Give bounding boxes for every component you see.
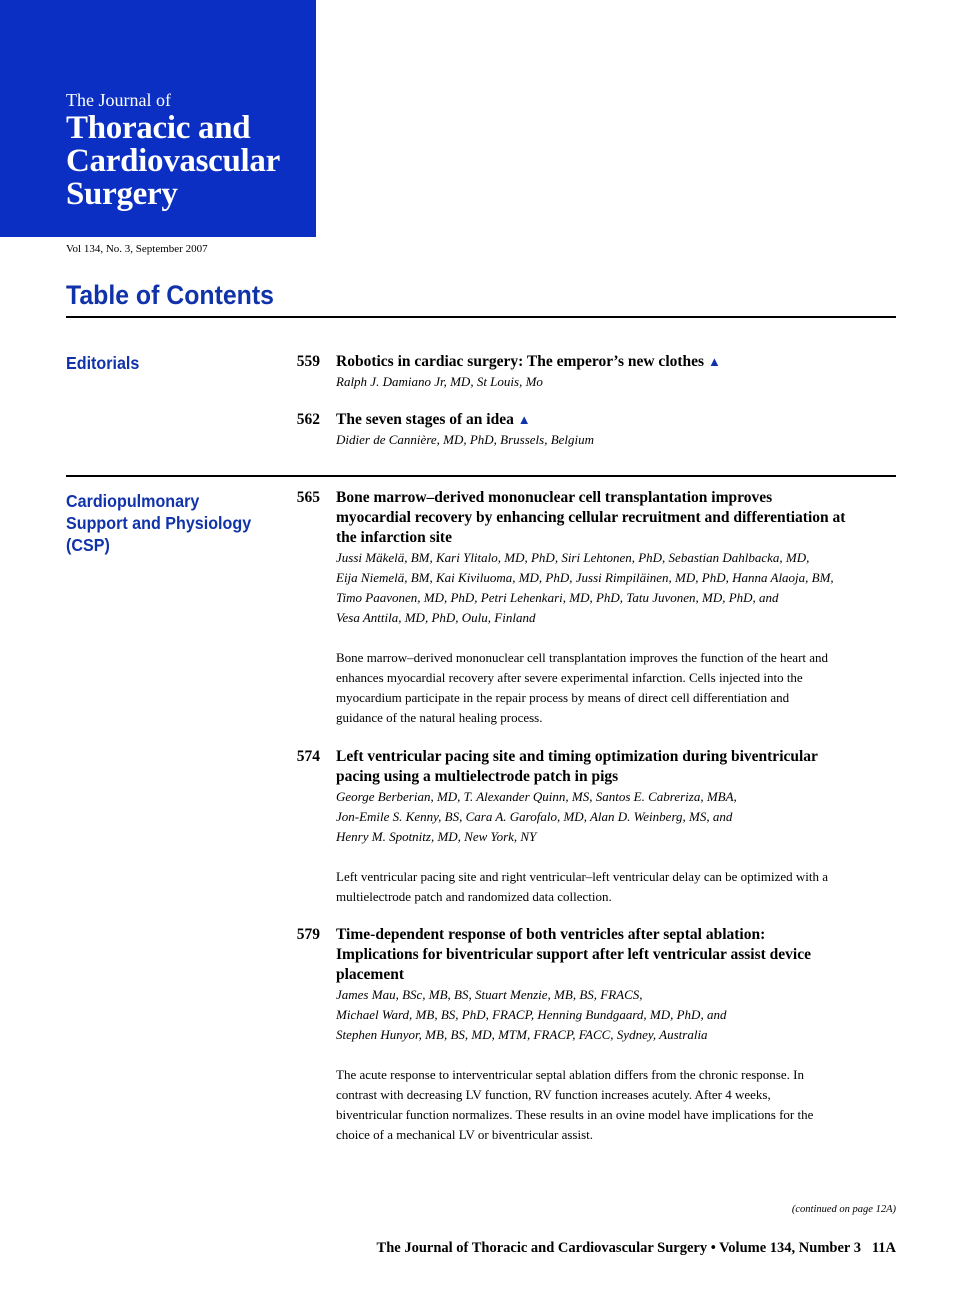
abstract-line: choice of a mechanical LV or biventricular assist.	[336, 1127, 594, 1142]
abstract-line: enhances myocardial recovery after severe experimental infarction. Cells injected into the	[336, 670, 803, 685]
author-line: Stephen Hunyor, MB, BS, MD, MTM, FRACP, FACC, Sydney, Australia	[336, 1027, 708, 1042]
entry-authors	[336, 787, 896, 847]
entry-title-text: The seven stages of an idea	[336, 411, 514, 428]
section-label-line: Support and Physiology	[66, 513, 252, 533]
entry-abstract	[336, 867, 896, 907]
abstract-line: The acute response to interventricular septal ablation differs from the chronic response. In	[336, 1067, 804, 1082]
abstract-line: guidance of the natural healing process.	[336, 710, 543, 725]
author-line: Jussi Mäkelä, BM, Kari Ylitalo, MD, PhD, Siri Lehtonen, PhD, Sebastian Dahlbacka, MD,	[336, 550, 810, 565]
masthead-title-line: Cardiovascular	[66, 143, 280, 179]
masthead-title-line: Surgery	[66, 176, 178, 212]
journal-masthead	[0, 0, 316, 237]
section-label-editorials	[66, 352, 278, 374]
masthead-title-line: Thoracic and	[66, 110, 251, 146]
masthead-title	[66, 112, 280, 211]
entry-title-line: Bone marrow–derived mononuclear cell transplantation improves	[336, 489, 773, 506]
author-line: James Mau, BSc, MB, BS, Stuart Menzie, MB, BS, FRACS,	[336, 987, 643, 1002]
entry-title[interactable]	[336, 925, 896, 985]
entry-title[interactable]	[336, 410, 896, 430]
section-label-csp	[66, 490, 278, 556]
entry-title[interactable]	[336, 488, 896, 548]
entry-title-text: Robotics in cardiac surgery: The emperor’s new clothes	[336, 353, 705, 370]
author-line: Ralph J. Damiano Jr, MD, St Louis, Mo	[336, 374, 543, 389]
page-footer: The Journal of Thoracic and Cardiovascular Surgery • Volume 134, Number 3 11A	[376, 1240, 896, 1256]
author-line: Didier de Cannière, MD, PhD, Brussels, Belgium	[336, 432, 595, 447]
author-line: Jon-Emile S. Kenny, BS, Cara A. Garofalo, MD, Alan D. Weinberg, MS, and	[336, 809, 733, 824]
entry-page-number: 565	[296, 489, 320, 506]
entry-authors	[336, 985, 896, 1045]
abstract-line: Left ventricular pacing site and right ventricular–left ventricular delay can be optimized with a	[336, 869, 828, 884]
entry-page-number: 562	[296, 411, 320, 428]
triangle-icon: ▲	[517, 412, 531, 427]
section-label-line: (CSP)	[66, 535, 110, 555]
entry-page-number: 574	[296, 748, 320, 765]
entry-title-line: pacing using a multielectrode patch in pigs	[336, 768, 619, 785]
table-of-contents-heading: Table of Contents	[66, 280, 274, 310]
toc-entry-579[interactable]	[290, 925, 896, 1145]
author-line: George Berberian, MD, T. Alexander Quinn, MS, Santos E. Cabreriza, MBA,	[336, 789, 737, 804]
abstract-line: biventricular function normalizes. These results in an ovine model have implications for the	[336, 1107, 814, 1122]
author-line: Henry M. Spotnitz, MD, New York, NY	[336, 829, 537, 844]
volume-issue-line: Vol 134, No. 3, September 2007	[66, 243, 208, 255]
abstract-line: myocardium participate in the repair process by means of direct cell differentiation and	[336, 690, 790, 705]
entry-authors	[336, 372, 896, 392]
entry-title[interactable]	[336, 352, 896, 372]
heading-divider	[66, 316, 896, 318]
author-line: Michael Ward, MB, BS, PhD, FRACP, Henning Bundgaard, MD, PhD, and	[336, 1007, 727, 1022]
entry-title-line: placement	[336, 966, 405, 983]
toc-entry-562[interactable]	[290, 410, 896, 450]
author-line: Vesa Anttila, MD, PhD, Oulu, Finland	[336, 610, 536, 625]
masthead-pre-title: The Journal of	[66, 90, 171, 110]
entry-title-line: Time-dependent response of both ventricles after septal ablation:	[336, 926, 766, 943]
entry-abstract	[336, 648, 896, 728]
abstract-line: multielectrode patch and randomized data collection.	[336, 889, 612, 904]
entry-title-line: Implications for biventricular support after left ventricular assist device	[336, 946, 811, 963]
continued-note: (continued on page 12A)	[791, 1204, 896, 1215]
entry-abstract	[336, 1065, 896, 1145]
section-label-line: Cardiopulmonary	[66, 491, 200, 511]
toc-entry-574[interactable]	[290, 747, 896, 907]
section-label-line: Editorials	[66, 353, 140, 373]
entry-authors	[336, 548, 896, 628]
entry-page-number: 559	[296, 353, 320, 370]
entry-title-line: myocardial recovery by enhancing cellular recruitment and differentiation at	[336, 509, 846, 526]
toc-entry-565[interactable]	[290, 488, 896, 728]
entry-authors	[336, 430, 896, 450]
author-line: Eija Niemelä, BM, Kai Kiviluoma, MD, PhD, Jussi Rimpiläinen, MD, PhD, Hanna Alaoja, BM,	[336, 570, 834, 585]
abstract-line: Bone marrow–derived mononuclear cell transplantation improves the function of the heart and	[336, 650, 829, 665]
entry-title[interactable]	[336, 747, 896, 787]
entry-title-line: Left ventricular pacing site and timing optimization during biventricular	[336, 748, 818, 765]
entry-title-line: the infarction site	[336, 529, 452, 546]
abstract-line: contrast with decreasing LV function, RV function increases acutely. After 4 weeks,	[336, 1087, 771, 1102]
toc-entry-559[interactable]	[290, 352, 896, 392]
author-line: Timo Paavonen, MD, PhD, Petri Lehenkari, MD, PhD, Tatu Juvonen, MD, PhD, and	[336, 590, 779, 605]
section-divider	[66, 475, 896, 477]
entry-page-number: 579	[296, 926, 320, 943]
triangle-icon: ▲	[707, 354, 721, 369]
